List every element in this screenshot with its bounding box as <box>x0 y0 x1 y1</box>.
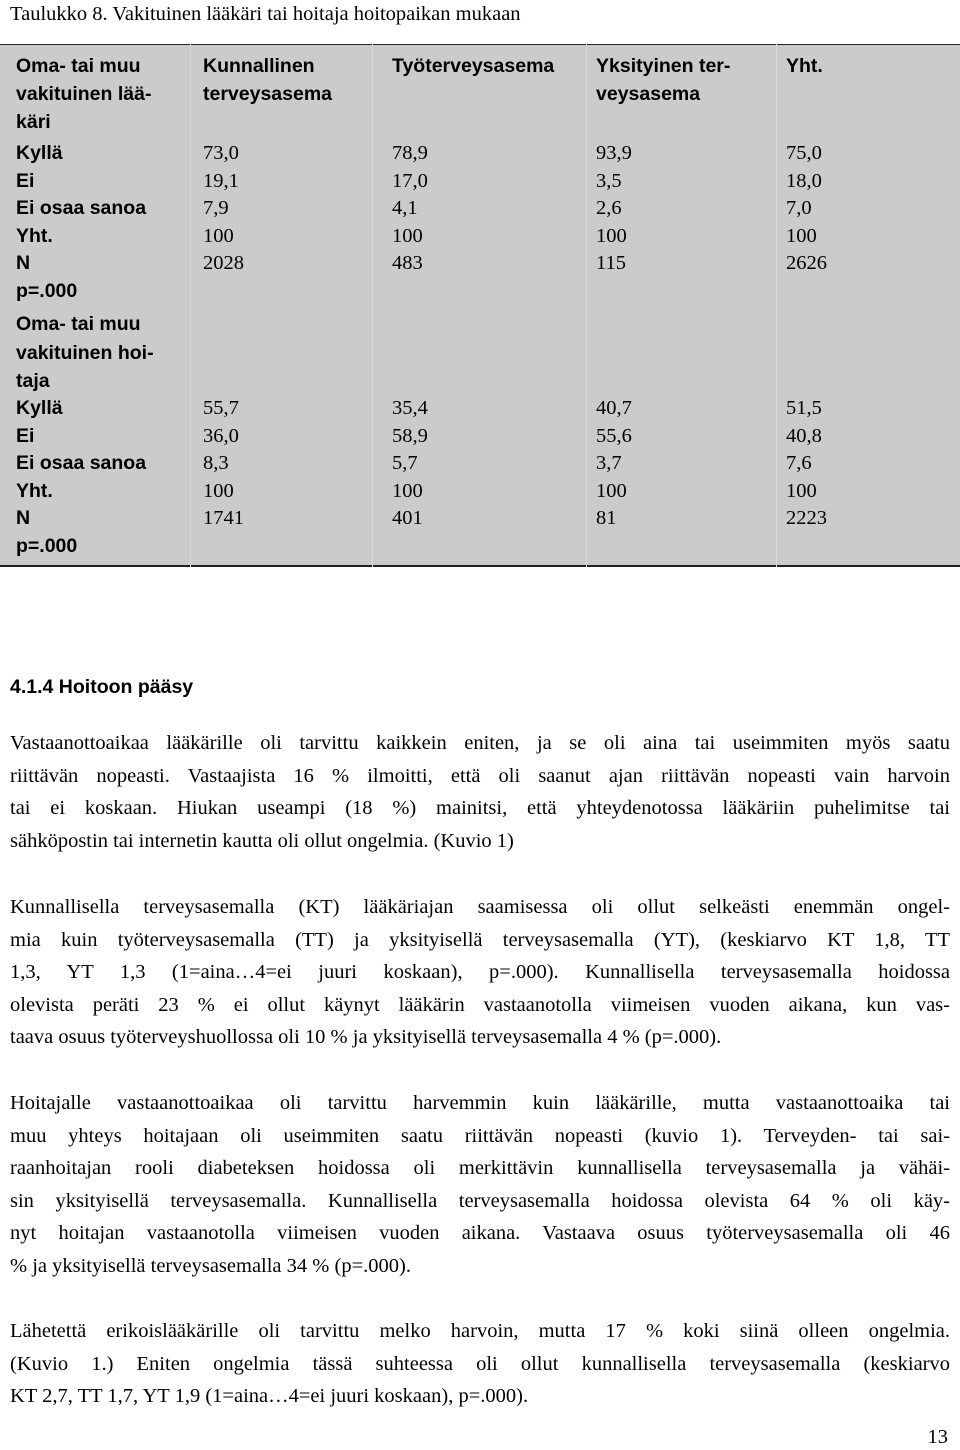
row-label: Ei osaa sanoa <box>16 452 147 474</box>
table-cell: 18,0 <box>786 169 822 192</box>
table-cell: 8,3 <box>203 452 229 474</box>
header-oma-laakari <box>16 52 151 136</box>
table-cell: 51,5 <box>786 397 822 419</box>
header-yht <box>786 52 823 80</box>
paragraph-line: (Kuvio 1.) Eniten ongelmia tässä suhteessa oli ollut kunnallisella terveysasemalla (keskiarvo <box>10 1352 950 1375</box>
table-cell: 73,0 <box>203 142 239 164</box>
table-cell: 2223 <box>786 507 827 529</box>
row-label: Yht. <box>16 479 53 502</box>
table-cell: 1741 <box>203 507 244 529</box>
header-tyoterveys <box>392 52 554 80</box>
section2-yht-values <box>786 395 827 533</box>
header-line: Työterveysasema <box>392 55 555 77</box>
section2-kunnallinen-values <box>203 395 244 533</box>
section2-tyoterveys-values <box>392 395 428 533</box>
paragraph-line: muu yhteys hoitajaan oli useimmiten saatu riittävän nopeasti (kuvio 1). Terveyden- tai sai- <box>10 1124 950 1147</box>
table-cell: 7,9 <box>203 197 229 219</box>
paragraph-line: mia kuin työterveysasemalla (TT) ja yksityisellä terveysasemalla (YT), (keskiarvo KT 1,8, TT <box>10 928 950 951</box>
paragraph-line: sähköpostin tai internetin kautta oli ollut ongelmia. (Kuvio 1) <box>10 829 514 852</box>
table-cell: 17,0 <box>392 169 428 192</box>
paragraph-line: taava osuus työterveyshuollossa oli 10 % ja yksityisellä terveysasemalla 4 % (p=.000). <box>10 1026 722 1048</box>
table-cell: 75,0 <box>786 142 822 164</box>
paragraph-line: nyt hoitajan vastaanotolla viimeisen vuoden aikana. Vastaava osuus työterveysasemalla oli 46 <box>10 1222 950 1244</box>
row-label: Ei osaa sanoa <box>16 197 147 219</box>
row-label: p=.000 <box>16 534 78 557</box>
row-label: N <box>16 252 31 274</box>
table-cell: 4,1 <box>392 197 418 219</box>
header-line: Yksityinen ter- <box>596 55 731 77</box>
table-cell: 40,8 <box>786 424 822 447</box>
paragraph-line: riittävän nopeasti. Vastaajista 16 % ilmoitti, että oli saanut ajan riittävän nopeasti vain harvoin <box>10 764 950 787</box>
table-cell: 19,1 <box>203 169 239 192</box>
table-cell: 7,0 <box>786 197 812 219</box>
paragraph-line: Hoitajalle vastaanottoaikaa oli tarvittu harvemmin kuin lääkärille, mutta vastaanottoaika tai <box>10 1092 950 1114</box>
table-cell: 55,6 <box>596 424 632 447</box>
table-cell: 401 <box>392 507 423 529</box>
header-line: veysasema <box>596 83 701 105</box>
header-kunnallinen <box>203 52 332 108</box>
header-yksityinen <box>596 52 730 108</box>
paragraph-line: raanhoitajan rooli diabeteksen hoidossa oli merkittävin kunnallisella terveysasemalla ja vähäi- <box>10 1157 950 1179</box>
header-line: käri <box>16 111 51 133</box>
paragraph-line: Lähetettä erikoislääkärille oli tarvittu melko harvoin, mutta 17 % koki siinä olleen ongelmia. <box>10 1320 950 1342</box>
row-label: Yht. <box>16 224 53 247</box>
table-cell: 36,0 <box>203 424 239 447</box>
table-cell: 40,7 <box>596 397 632 419</box>
paragraph-line: tai ei koskaan. Hiukan useampi (18 %) mainitsi, että yhteydenotossa lääkäriin puhelimitse tai <box>10 797 950 819</box>
table-cell: 100 <box>392 224 423 247</box>
section2-yksityinen-values <box>596 395 632 533</box>
column-separator <box>776 44 777 567</box>
paragraph-line: Kunnallisella terveysasemalla (KT) lääkäriajan saamisessa oli ollut selkeästi enemmän ongel- <box>10 896 950 918</box>
section1-kunnallinen-values <box>203 140 244 278</box>
table-cell: 100 <box>392 479 423 502</box>
table-cell: 2626 <box>786 252 827 274</box>
section-heading: 4.1.4 Hoitoon pääsy <box>10 676 194 698</box>
table-cell: 3,5 <box>596 169 622 192</box>
section1-row-labels <box>16 140 146 305</box>
paragraph-line: % ja yksityisellä terveysasemalla 34 % (p=.000). <box>10 1254 411 1277</box>
table-cell: 7,6 <box>786 452 812 474</box>
table-cell: 100 <box>786 224 817 247</box>
section-title-line: vakituinen hoi- <box>16 341 154 364</box>
table-cell: 81 <box>596 507 617 529</box>
header-line: vakituinen lää- <box>16 83 152 105</box>
table-cell: 100 <box>203 479 234 502</box>
section1-yksityinen-values <box>596 140 632 278</box>
section-title-line: Oma- tai muu <box>16 313 141 335</box>
column-separator <box>372 44 373 567</box>
section1-yht-values <box>786 140 827 278</box>
header-line: Kunnallinen <box>203 55 315 77</box>
table-cell: 100 <box>203 224 234 247</box>
header-line: terveysasema <box>203 83 333 105</box>
header-line: Yht. <box>786 55 823 77</box>
table-cell: 93,9 <box>596 142 632 164</box>
table-cell: 3,7 <box>596 452 622 474</box>
table-cell: 115 <box>596 252 626 274</box>
table-cell: 2,6 <box>596 197 622 219</box>
table-cell: 100 <box>596 224 627 247</box>
table-cell: 35,4 <box>392 397 428 419</box>
row-label: p=.000 <box>16 279 78 302</box>
paragraph-line: olevista peräti 23 % ei ollut käynyt lääkärin vastaanotolla viimeisen vuoden aikana, kun vas- <box>10 993 950 1016</box>
table-cell: 100 <box>786 479 817 502</box>
table-cell: 2028 <box>203 252 244 274</box>
row-label: Kyllä <box>16 142 63 164</box>
table-cell: 483 <box>392 252 423 274</box>
row-label: N <box>16 507 31 529</box>
row-label: Ei <box>16 424 35 447</box>
section2-title <box>16 310 154 396</box>
table-cell: 78,9 <box>392 142 428 164</box>
section1-tyoterveys-values <box>392 140 428 278</box>
row-label: Kyllä <box>16 397 63 419</box>
table-cell: 100 <box>596 479 627 502</box>
table-cell: 58,9 <box>392 424 428 447</box>
paragraph-line: KT 2,7, TT 1,7, YT 1,9 (1=aina…4=ei juuri koskaan), p=.000). <box>10 1385 529 1407</box>
paragraph-line: 1,3, YT 1,3 (1=aina…4=ei juuri koskaan), p=.000). Kunnallisella terveysasemalla hoidossa <box>10 961 950 983</box>
table-cell: 55,7 <box>203 397 239 419</box>
header-line: Oma- tai muu <box>16 55 141 77</box>
column-separator <box>586 44 587 567</box>
section2-row-labels <box>16 395 146 560</box>
paragraph-line: sin yksityisellä terveysasemalla. Kunnallisella terveysasemalla hoidossa olevista 64 % oli käy- <box>10 1189 950 1212</box>
column-separator <box>190 44 191 567</box>
paragraph-line: Vastaanottoaikaa lääkärille oli tarvittu kaikkein eniten, ja se oli aina tai useimmiten myös saatu <box>10 732 950 754</box>
row-label: Ei <box>16 169 35 192</box>
table-cell: 5,7 <box>392 452 418 474</box>
section-title-line: taja <box>16 370 50 392</box>
table-caption: Taulukko 8. Vakituinen lääkäri tai hoitaja hoitopaikan mukaan <box>10 3 521 25</box>
page-number: 13 <box>927 1426 948 1448</box>
